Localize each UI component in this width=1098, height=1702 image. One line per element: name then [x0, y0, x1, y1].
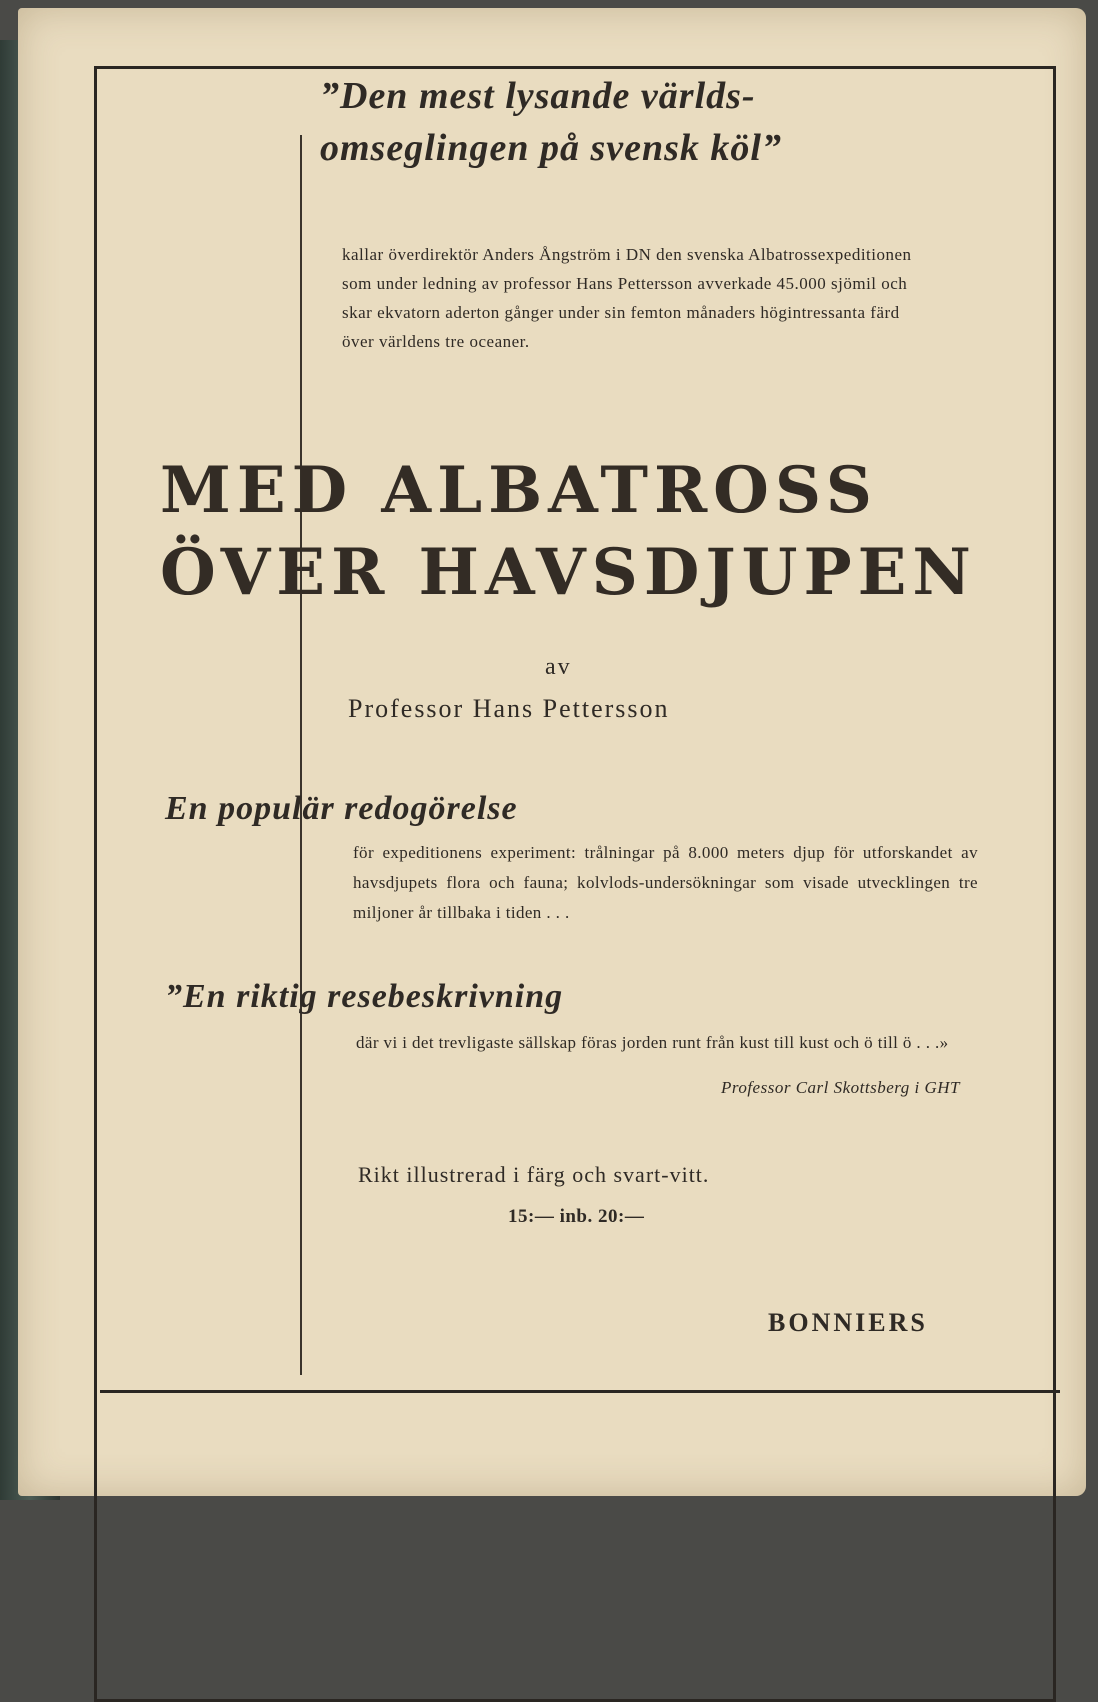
book-title: [160, 450, 1020, 614]
quote-heading-line1: ”Den mest lysande världs-: [320, 75, 756, 117]
section1-heading: En populär redogörelse: [165, 790, 518, 827]
vertical-rule: [300, 135, 302, 1375]
intro-paragraph: kallar överdirektör Anders Ångström i DN den svenska Albatrossexpeditionen som under ledning av professor Hans Pettersson avverkade 45.000 sjömil och skar ekvatorn aderton gånger under sin femton månaders högintressanta färd över världens tre oceaner.: [342, 245, 912, 351]
price: 15:— inb. 20:—: [508, 1206, 645, 1227]
by-label: av: [545, 654, 572, 680]
quote-heading: [320, 70, 940, 174]
title-line1: MED ALBATROSS: [160, 453, 878, 528]
title-line2: ÖVER HAVSDJUPEN: [160, 535, 977, 610]
section2-heading: ”En riktig resebeskrivning: [165, 978, 564, 1015]
frame-bottom-rule: [100, 1390, 1060, 1393]
section2-text: där vi i det trevligaste sällskap föras jorden runt från kust till kust och ö till ö . . .»: [356, 1033, 949, 1052]
quote-heading-line2: omseglingen på svensk köl”: [320, 127, 782, 169]
section1-text: för expeditionens experiment: trålningar på 8.000 meters djup för utforskandet av havsdjupets flora och fauna; kolvlods-undersökningar som visade utvecklingen tre miljoner år tillbaka i tiden . . .: [353, 843, 978, 922]
section2-attribution: Professor Carl Skottsberg i GHT: [720, 1078, 960, 1097]
publisher-name: BONNIERS: [768, 1308, 928, 1337]
author-name: Professor Hans Pettersson: [348, 694, 670, 723]
illustration-note: Rikt illustrerad i färg och svart-vitt.: [358, 1162, 710, 1187]
